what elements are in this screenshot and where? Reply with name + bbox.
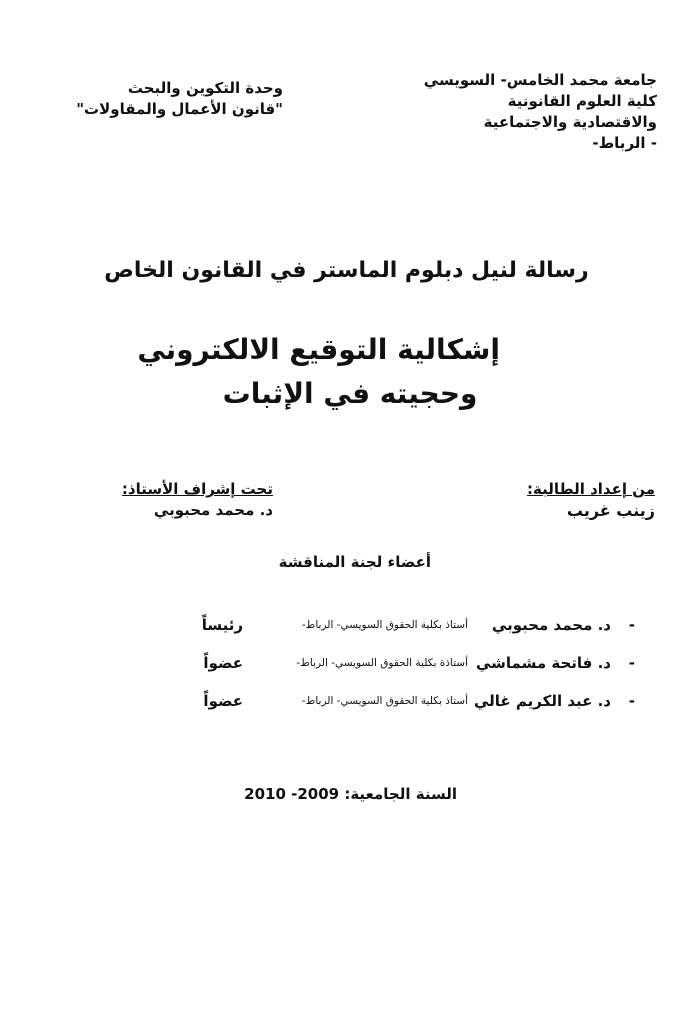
student-name: زينب غريب: [566, 501, 655, 520]
list-dash: -: [628, 654, 635, 672]
unit-line: "قانون الأعمال والمقاولات": [76, 100, 283, 118]
thesis-title: [137, 328, 500, 416]
title-line-1: إشكالية التوقيع الالكتروني: [137, 333, 500, 366]
member-affiliation: أستاذ بكلية الحقوق السويسي- الرباط-: [301, 619, 468, 631]
committee-title: أعضاء لجنة المناقشة: [278, 553, 431, 571]
list-dash: -: [628, 616, 635, 634]
list-dash: -: [628, 692, 635, 710]
university-line: والاقتصادية والاجتماعية: [483, 113, 657, 131]
academic-year: السنة الجامعية: 2009- 2010: [244, 785, 457, 803]
university-line: جامعة محمد الخامس- السويسي: [423, 71, 657, 89]
supervisor-label: تحت إشراف الأستاذ:: [121, 480, 273, 498]
member-affiliation: أستاذ بكلية الحقوق السويسي- الرباط-: [301, 695, 468, 707]
committee-member-row: [0, 616, 693, 640]
university-line: كلية العلوم القانونية: [507, 92, 657, 110]
title-line-2: وحجيته في الإثبات: [222, 377, 478, 410]
member-role: عضواً: [203, 692, 243, 710]
university-header: [424, 70, 657, 154]
university-line: - الرباط-: [592, 134, 657, 152]
member-name: د. فاتحة مشماشي: [476, 654, 611, 672]
member-role: رئيساً: [201, 616, 243, 634]
member-name: د. محمد محبوبي: [491, 616, 611, 634]
thesis-label: رسالة لنيل دبلوم الماستر في القانون الخاص: [104, 258, 589, 283]
member-affiliation: أستاذة بكلية الحقوق السويسي- الرباط-: [296, 657, 468, 669]
committee-member-row: [0, 654, 693, 678]
supervisor-name: د. محمد محبوبي: [153, 501, 273, 519]
committee-member-row: [0, 692, 693, 716]
unit-line: وحدة التكوين والبحث: [127, 79, 283, 97]
research-unit-header: [76, 78, 283, 120]
member-role: عضواً: [203, 654, 243, 672]
prepared-by-label: من إعداد الطالبة:: [527, 480, 655, 498]
member-name: د. عبد الكريم غالي: [473, 692, 611, 710]
